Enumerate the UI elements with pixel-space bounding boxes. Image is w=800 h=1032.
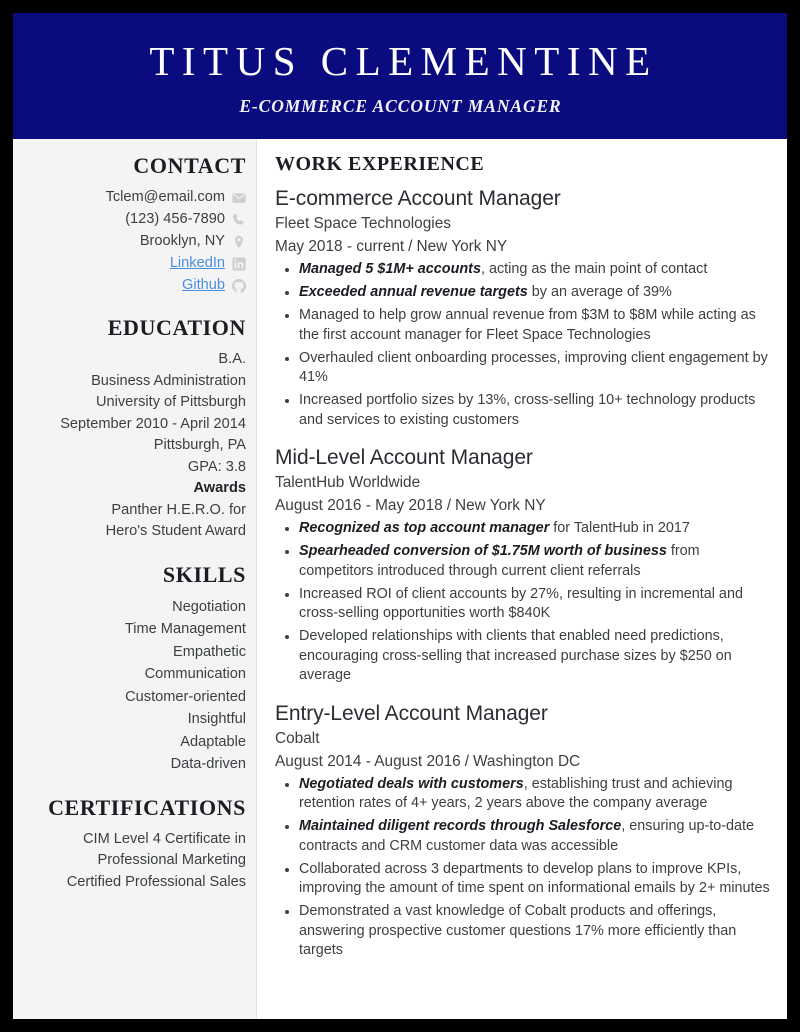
work-experience-heading: WORK EXPERIENCE [275, 153, 485, 175]
certification-item: CIM Level 4 Certificate in Professional Marketing [82, 830, 246, 868]
job-bullet [297, 627, 773, 686]
certifications-heading: CERTIFICATIONS [48, 794, 246, 820]
bullet-text: Collaborated across 3 departments to develop plans to improve KPIs, improving the amount of time spent on informational emails by 2+ minutes [299, 860, 770, 896]
bullet-highlight: Managed 5 $1M+ accounts [299, 261, 481, 277]
job-bullet [297, 306, 773, 345]
job-entry [275, 444, 773, 686]
job-bullets [275, 260, 773, 430]
map-pin-icon [232, 235, 246, 249]
award-line-1: Panther H.E.R.O. for [111, 501, 246, 518]
bullet-highlight: Spearheaded conversion of $1.75M worth of business [299, 543, 667, 559]
job-meta [275, 750, 773, 774]
bullet-text: Demonstrated a vast knowledge of Cobalt products and offerings, answering prospective customer questions 17% more efficiently than targets [299, 903, 737, 958]
contact-heading: CONTACT [133, 153, 246, 178]
linkedin-icon[interactable] [232, 257, 246, 271]
job-meta [275, 494, 773, 518]
resume-page [13, 13, 787, 1019]
contact-item-linkedin[interactable] [23, 253, 246, 274]
education-field: Business Administration [91, 372, 246, 389]
linkedin-link[interactable]: LinkedIn [169, 255, 225, 271]
job-bullet [297, 519, 773, 539]
phone-icon [232, 213, 246, 227]
contact-item-location [23, 231, 246, 252]
work-experience-section [257, 139, 787, 1019]
sidebar [13, 139, 256, 1019]
job-bullet [297, 260, 773, 280]
bullet-text: from competitors introduced through current client referrals [299, 543, 700, 579]
bullet-highlight: Maintained diligent records through Salesforce [299, 818, 622, 834]
job-location: New York NY [454, 497, 546, 514]
skill-item: Customer-oriented [125, 688, 246, 705]
bullet-text: , acting as the main point of contact [480, 261, 708, 277]
job-meta-separator: / [408, 238, 413, 255]
job-bullet [297, 860, 773, 899]
bullet-highlight: Negotiated deals with customers [299, 775, 524, 792]
job-company: Cobalt [275, 729, 320, 747]
bullet-text: Developed relationships with clients that enabled need predictions, encouraging cross-selling that increased purchase sizes by $250 on average [299, 628, 732, 683]
job-company: TalentHub Worldwide [275, 474, 421, 491]
skills-section [23, 562, 246, 776]
github-link[interactable]: Github [182, 277, 225, 293]
github-icon[interactable] [232, 279, 246, 293]
job-entry [275, 185, 773, 430]
education-location: Pittsburgh, PA [153, 437, 246, 453]
bullet-text: by an average of 39% [527, 284, 672, 300]
job-meta-separator: / [446, 497, 451, 514]
skill-item: Data-driven [170, 756, 246, 772]
contact-item-phone [23, 209, 246, 230]
job-bullets [275, 775, 773, 961]
job-bullets [275, 519, 773, 686]
email-value: Tclem@email.com [105, 189, 225, 205]
phone-value: (123) 456-7890 [125, 211, 225, 227]
bullet-text: Increased portfolio sizes by 13%, cross-selling 10+ technology products and services to existing customers [299, 392, 756, 428]
education-school: University of Pittsburgh [95, 394, 246, 410]
education-section [23, 315, 246, 543]
resume-header [13, 13, 787, 139]
job-bullet [297, 349, 773, 388]
skill-item: Insightful [187, 711, 246, 727]
skill-item: Communication [144, 666, 246, 682]
contact-section [23, 153, 246, 296]
education-degree: B.A. [218, 351, 246, 367]
bullet-highlight: Exceeded annual revenue targets [299, 284, 528, 300]
education-heading: EDUCATION [107, 315, 246, 340]
job-dates: August 2014 - August 2016 [275, 752, 461, 770]
certification-item: Certified Professional Sales [66, 873, 246, 890]
bullet-text: Managed to help grow annual revenue from $3M to $8M while acting as the first account manager for Fleet Space Technologies [299, 307, 756, 343]
awards-label: Awards [193, 480, 246, 496]
bullet-highlight: Recognized as top account manager [299, 520, 550, 536]
education-dates: September 2010 - April 2014 [60, 415, 246, 432]
job-bullet [297, 391, 773, 430]
bullet-text: , establishing trust and achieving retention rates of 4+ years, 2 years above the company average [299, 775, 733, 811]
skills-heading: SKILLS [162, 561, 246, 587]
candidate-headline: E-COMMERCE ACCOUNT MANAGER [239, 96, 562, 117]
award-line-2: Hero's Student Award [105, 523, 246, 539]
job-location: New York NY [416, 238, 508, 255]
job-bullet [297, 775, 773, 814]
education-gpa: GPA: 3.8 [187, 458, 246, 475]
job-dates: August 2016 - May 2018 [275, 497, 443, 514]
job-title: Entry-Level Account Manager [275, 701, 548, 725]
job-bullet [297, 283, 773, 303]
candidate-name: TITUS CLEMENTINE [149, 37, 658, 84]
certifications-section [23, 795, 246, 894]
location-value: Brooklyn, NY [139, 233, 225, 249]
skill-item: Negotiation [172, 598, 246, 615]
contact-list [23, 187, 246, 296]
job-title: E-commerce Account Manager [275, 187, 561, 210]
bullet-text: Increased ROI of client accounts by 27%, resulting in incremental and cross-selling opportunities worth $840K [299, 585, 743, 621]
job-entry [275, 700, 773, 961]
job-meta-separator: / [464, 752, 469, 770]
contact-item-github[interactable] [23, 275, 246, 296]
skill-item: Empathetic [172, 643, 246, 660]
job-title: Mid-Level Account Manager [275, 446, 533, 469]
contact-item-email [23, 187, 246, 208]
job-bullet [297, 585, 773, 624]
job-dates: May 2018 - current [275, 238, 405, 255]
skill-item: Adaptable [180, 733, 246, 750]
bullet-text: Overhauled client onboarding processes, improving client engagement by 41% [299, 349, 768, 385]
job-company: Fleet Space Technologies [275, 215, 451, 232]
resume-body [13, 139, 787, 1019]
job-bullet [297, 902, 773, 961]
bullet-text: , ensuring up-to-date contracts and CRM customer data was accessible [299, 818, 755, 854]
job-meta [275, 235, 773, 259]
job-location: Washington DC [472, 752, 581, 770]
skill-item: Time Management [124, 621, 246, 637]
job-bullet [297, 542, 773, 581]
envelope-icon [232, 191, 246, 205]
bullet-text: for TalentHub in 2017 [549, 520, 690, 536]
job-bullet [297, 817, 773, 856]
